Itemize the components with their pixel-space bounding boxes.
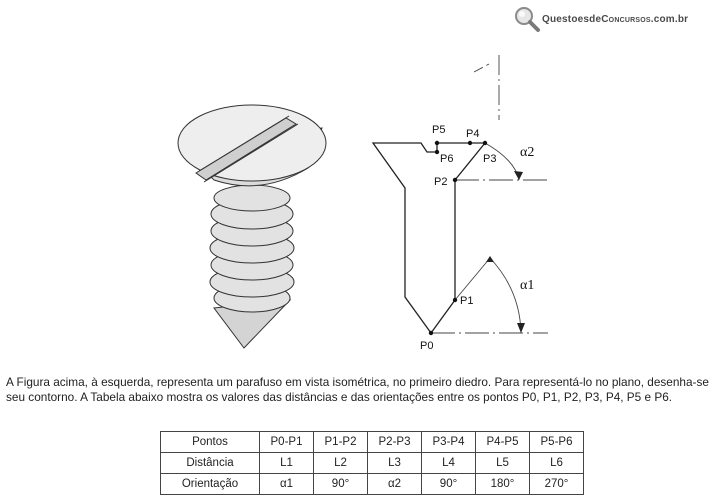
point-p4: [468, 141, 472, 145]
point-p6: [435, 150, 439, 154]
table-cell: Orientação: [161, 474, 260, 495]
table-cell: L6: [530, 453, 584, 474]
point-p1: [453, 298, 457, 302]
label-p4: P4: [466, 128, 480, 140]
label-p0: P0: [420, 340, 434, 352]
table-cell: L3: [368, 453, 422, 474]
table-cell: 180°: [476, 474, 530, 495]
point-p3: [483, 141, 487, 145]
question-paragraph: A Figura acima, à esquerda, representa um parafuso em vista isométrica, no primeiro diedro. Para representá-lo no plano, desenha-se seu contorno. A Tabela abaixo mostra os valores das distâncias e das orientações entre os pontos P0, P1, P2, P3, P4, P5 e P6.: [6, 375, 709, 404]
table-cell: L2: [314, 453, 368, 474]
table-cell: 270°: [530, 474, 584, 495]
angle-label-a1: α1: [520, 278, 535, 293]
table-cell: 90°: [314, 474, 368, 495]
table-cell: L1: [260, 453, 314, 474]
table-cell: Distância: [161, 453, 260, 474]
point-p0: [429, 331, 433, 335]
table-cell: P0-P1: [260, 432, 314, 453]
table-cell: α1: [260, 474, 314, 495]
table-cell: P3-P4: [422, 432, 476, 453]
label-p3: P3: [483, 153, 497, 165]
label-p6: P6: [440, 153, 454, 165]
logo-text: QuestoesdeConcursos.com.br: [542, 13, 689, 25]
angle-label-a2: α2: [520, 145, 535, 160]
label-p5: P5: [432, 124, 446, 136]
point-markers: [429, 141, 487, 335]
table-cell: P2-P3: [368, 432, 422, 453]
distance-orientation-table: [160, 431, 584, 495]
table-row: [161, 474, 584, 495]
table-row: [161, 453, 584, 474]
table-cell: P1-P2: [314, 432, 368, 453]
table-cell: 90°: [422, 474, 476, 495]
label-p2: P2: [434, 176, 448, 188]
label-p1: P1: [460, 295, 474, 307]
screw-isometric-drawing: [178, 105, 326, 348]
point-p5: [435, 141, 439, 145]
point-p2: [453, 178, 457, 182]
table-cell: P5-P6: [530, 432, 584, 453]
table-cell: α2: [368, 474, 422, 495]
table-cell: Pontos: [161, 432, 260, 453]
table-cell: L5: [476, 453, 530, 474]
table-cell: P4-P5: [476, 432, 530, 453]
table-header-row: [161, 432, 584, 453]
table-cell: L4: [422, 453, 476, 474]
